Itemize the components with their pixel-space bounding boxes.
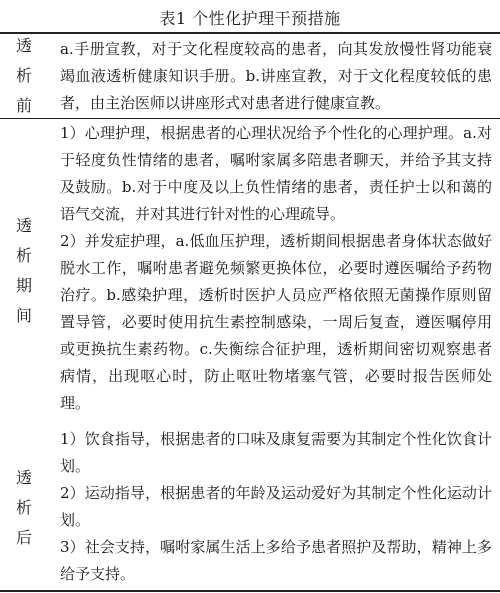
stage-char: 前 [15,96,32,115]
bottom-rule [0,590,500,592]
measure-paragraph: 2）并发症护理，a.低血压护理，透析期间根据患者身体状态做好脱水工作，嘱咐患者避免频繁更换体位，必要时遵医嘱给予药物治疗。b.感染护理，透析时医护人员应严格依照无菌操作原则留置导管，必要时使用抗生素控制感染，一周后复查，遵医嘱停用或更换抗生素药物。c.失衡综合征护理，透析期间密切观察患者病情，出现呕心时，防止呕吐物堵塞气管，必要时报告医师处理。 [60,232,492,412]
measure-paragraph: 2）运动指导，根据患者的年龄及运动爱好为其制定个性化运动计划。 [60,484,492,529]
stage-char: 透 [15,36,32,55]
stage-label-post-dialysis [4,425,44,590]
stage-char: 间 [15,306,32,325]
stage-char: 析 [15,497,32,517]
top-rule [0,32,500,34]
measure-paragraph: a.手册宣教，对于文化程度较高的患者，向其发放慢性肾功能衰竭血液透析健康知识手册。b.讲座宣教，对于文化程度较低的患者，由主治医师以讲座形式对患者进行健康宣教。 [60,40,492,112]
measure-paragraph: 1）心理护理，根据患者的心理状况给予个性化的心理护理。a.对于轻度负性情绪的患者，嘱咐家属多陪患者聊天，并给予其支持及鼓励。b.对于中度及以上负性情绪的患者，责任护士以和蔼的语气交流，并对其进行针对性的心理疏导。 [60,124,492,223]
stage-char: 后 [15,527,32,547]
row-divider [0,118,500,119]
during-dialysis-measures [60,120,492,417]
stage-label-during-dialysis [4,120,44,422]
stage-char: 透 [15,216,32,235]
post-dialysis-measures [60,426,492,588]
stage-char: 析 [15,246,32,265]
stage-char: 析 [15,66,32,85]
measure-paragraph: 3）社会支持，嘱咐家属生活上多给予患者照护及帮助，精神上多给予支持。 [60,538,492,583]
stage-char: 期 [15,276,32,295]
measure-paragraph: 1）饮食指导，根据患者的口味及康复需要为其制定个性化饮食计划。 [60,430,492,475]
table-caption: 表1 个性化护理干预措施 [159,9,341,28]
pre-dialysis-measures [60,36,492,117]
stage-label-pre-dialysis [4,34,44,118]
stage-char: 透 [15,467,32,487]
